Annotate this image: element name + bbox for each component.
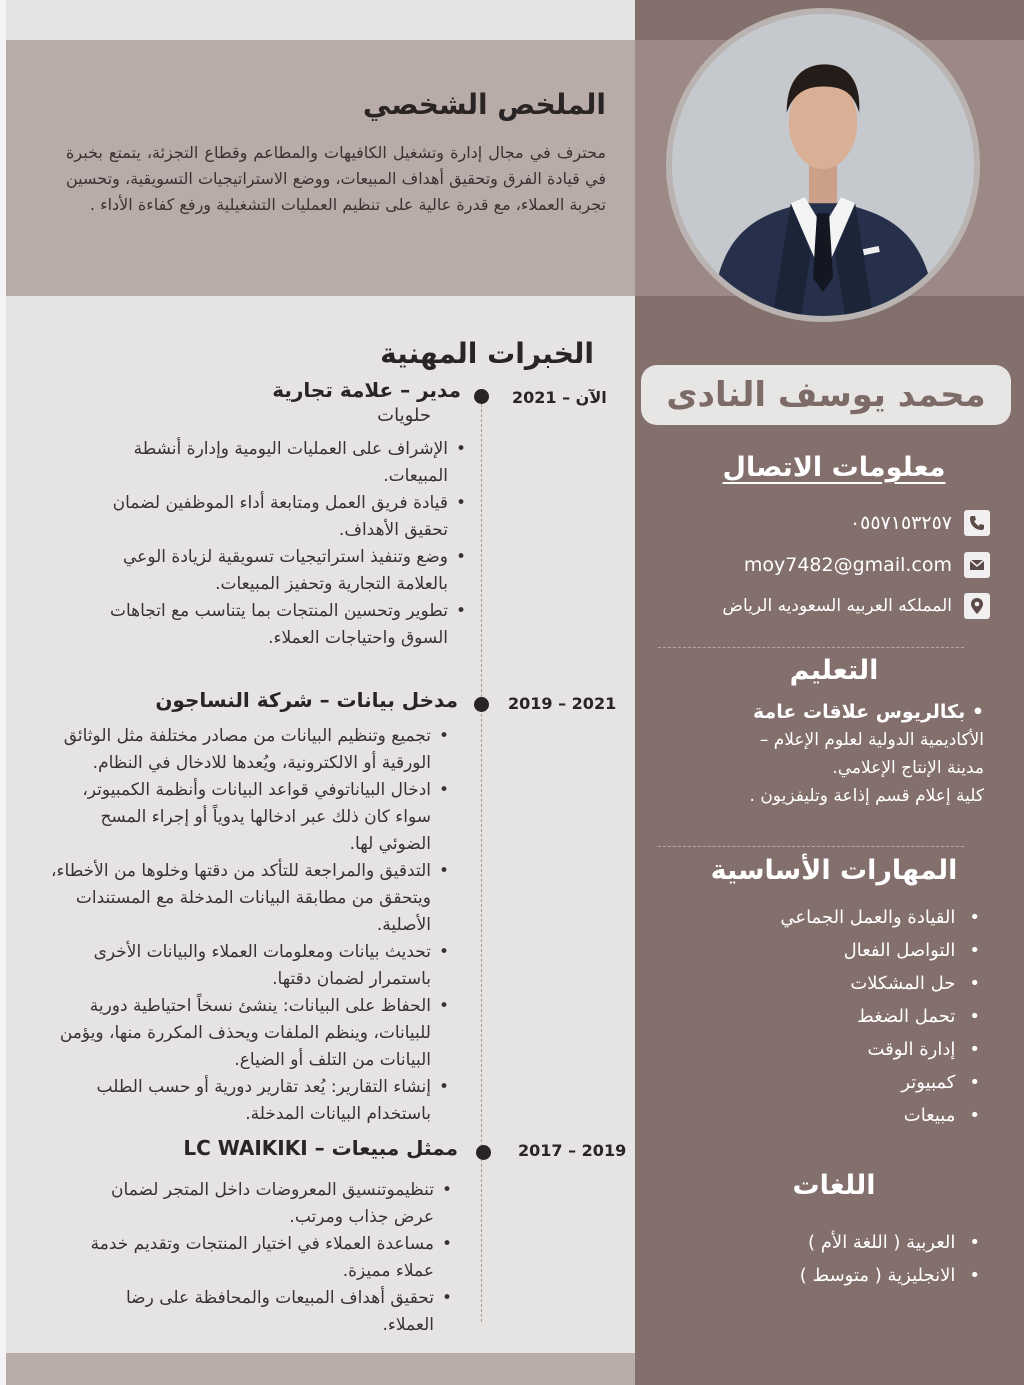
mail-icon xyxy=(964,552,990,578)
email-link[interactable]: moy7482@gmail.com xyxy=(743,554,952,576)
profile-photo xyxy=(666,8,980,322)
contact-title: معلومات الاتصال xyxy=(722,452,946,483)
job-bullet: • مساعدة العملاء في اختيار المنتجات وتقديم خدمة عملاء مميزة. xyxy=(82,1231,452,1285)
skill-item: • كمبيوتر xyxy=(680,1066,980,1099)
job-bullet: • الإشراف على العمليات اليومية وإدارة أنشطة المبيعات. xyxy=(66,436,466,490)
timeline-line xyxy=(481,394,483,1322)
language-item: • الانجليزية ( متوسط ) xyxy=(680,1259,980,1292)
contact-email-row xyxy=(660,552,990,578)
languages-list xyxy=(680,1226,980,1292)
timeline-dot xyxy=(476,1145,491,1160)
job-bullet: • وضع وتنفيذ استراتيجيات تسويقية لزيادة الوعي بالعلامة التجارية وتحفيز المبيعات. xyxy=(66,544,466,598)
job-date: 2019 – 2021 xyxy=(508,694,617,713)
experience-title: الخبرات المهنية xyxy=(380,337,594,370)
skills-list xyxy=(680,901,980,1132)
job-date: 2017 – 2019 xyxy=(518,1141,627,1160)
job-bullet: • تنظيموتنسيق المعروضات داخل المتجر لضمان عرض جذاب ومرتب. xyxy=(82,1177,452,1231)
job-bullet: • تحديث بيانات ومعلومات العملاء والبيانات الأخرى باستمرار لضمان دقتها. xyxy=(47,939,449,993)
education-line: كلية إعلام قسم إذاعة وتليفزيون . xyxy=(749,786,984,806)
job-bullets xyxy=(66,436,466,652)
job-bullet: • الحفاظ على البيانات: ينشئ نسخاً احتياطية دورية للبيانات، وينظم الملفات ويحذف المكررة منها، ويؤمن البيانات من التلف أو الضياع. xyxy=(47,993,449,1074)
education-degree: • بكالريوس علاقات عامة xyxy=(753,701,984,723)
job-bullet: • إنشاء التقارير: يُعد تقارير دورية أو حسب الطلب باستخدام البيانات المدخلة. xyxy=(47,1074,449,1128)
location-pin-icon xyxy=(964,593,990,619)
job-bullets xyxy=(82,1177,452,1339)
name-banner xyxy=(641,365,1011,425)
education-line: مدينة الإنتاج الإعلامي. xyxy=(832,758,984,778)
divider xyxy=(658,846,964,847)
job-bullet: • ادخال البياناتوفي قواعد البيانات وأنظمة الكمبيوتر، سواء كان ذلك عبر ادخالها يدوياً أو إجراء المسح الضوئي لها. xyxy=(47,777,449,858)
contact-address-row xyxy=(660,593,990,619)
bottom-band xyxy=(6,1353,635,1385)
education-line: الأكاديمية الدولية لعلوم الإعلام – xyxy=(759,730,984,750)
summary-title: الملخص الشخصي xyxy=(362,88,606,121)
skills-title: المهارات الأساسية xyxy=(710,855,958,886)
job-bullet: • قيادة فريق العمل ومتابعة أداء الموظفين لضمان تحقيق الأهداف. xyxy=(66,490,466,544)
job-title: ممثل مبيعات – LC WAIKIKI xyxy=(183,1136,458,1160)
skill-item: • مبيعات xyxy=(680,1099,980,1132)
contact-phone-row xyxy=(660,510,990,536)
profile-portrait-illustration xyxy=(672,14,974,316)
job-subtitle: حلويات xyxy=(377,405,431,426)
address-text: المملكه العربيه السعوديه الرياض xyxy=(722,596,952,616)
phone-number: ٠٥٥٧١٥٣٢٥٧ xyxy=(849,512,952,534)
job-date: 2021 – الآن xyxy=(512,388,607,407)
education-title: التعليم xyxy=(789,655,879,686)
job-title: مدير – علامة تجارية xyxy=(272,378,461,402)
full-name: محمد يوسف النادى xyxy=(666,375,986,415)
timeline-dot xyxy=(474,389,489,404)
job-bullet: • التدقيق والمراجعة للتأكد من دقتها وخلوها من الأخطاء، ويتحقق من مطابقة البيانات المدخلة مع المستندات الأصلية. xyxy=(47,858,449,939)
summary-text: محترف في مجال إدارة وتشغيل الكافيهات والمطاعم وقطاع التجزئة، يتمتع بخبرة في قيادة الفرق وتحقيق أهداف المبيعات، ووضع الاستراتيجيات التسويقية، وتحسين تجربة العملاء، مع قدرة عالية على تنظيم العمليات التشغيلية ورفع كفاءة الأداء . xyxy=(66,143,606,214)
language-item: • العربية ( اللغة الأم ) xyxy=(680,1226,980,1259)
job-bullet: • تطوير وتحسين المنتجات بما يتناسب مع اتجاهات السوق واحتياجات العملاء. xyxy=(66,598,466,652)
job-bullet: • تحقيق أهداف المبيعات والمحافظة على رضا العملاء. xyxy=(82,1285,452,1339)
job-title: مدخل بيانات – شركة النساجون xyxy=(155,688,458,712)
education-block xyxy=(664,698,984,810)
bottom-band-sidebar xyxy=(635,1353,1024,1385)
job-bullets xyxy=(47,723,449,1128)
skill-item: • القيادة والعمل الجماعي xyxy=(680,901,980,934)
skill-item: • التواصل الفعال xyxy=(680,934,980,967)
skill-item: • إدارة الوقت xyxy=(680,1033,980,1066)
languages-title: اللغات xyxy=(792,1170,876,1201)
phone-icon xyxy=(964,510,990,536)
skill-item: • حل المشكلات xyxy=(680,967,980,1000)
divider xyxy=(658,647,964,648)
job-bullet: • تجميع وتنظيم البيانات من مصادر مختلفة مثل الوثائق الورقية أو الالكترونية، ويُعدها للادخال في النظام. xyxy=(47,723,449,777)
skill-item: • تحمل الضغط xyxy=(680,1000,980,1033)
timeline-dot xyxy=(474,697,489,712)
